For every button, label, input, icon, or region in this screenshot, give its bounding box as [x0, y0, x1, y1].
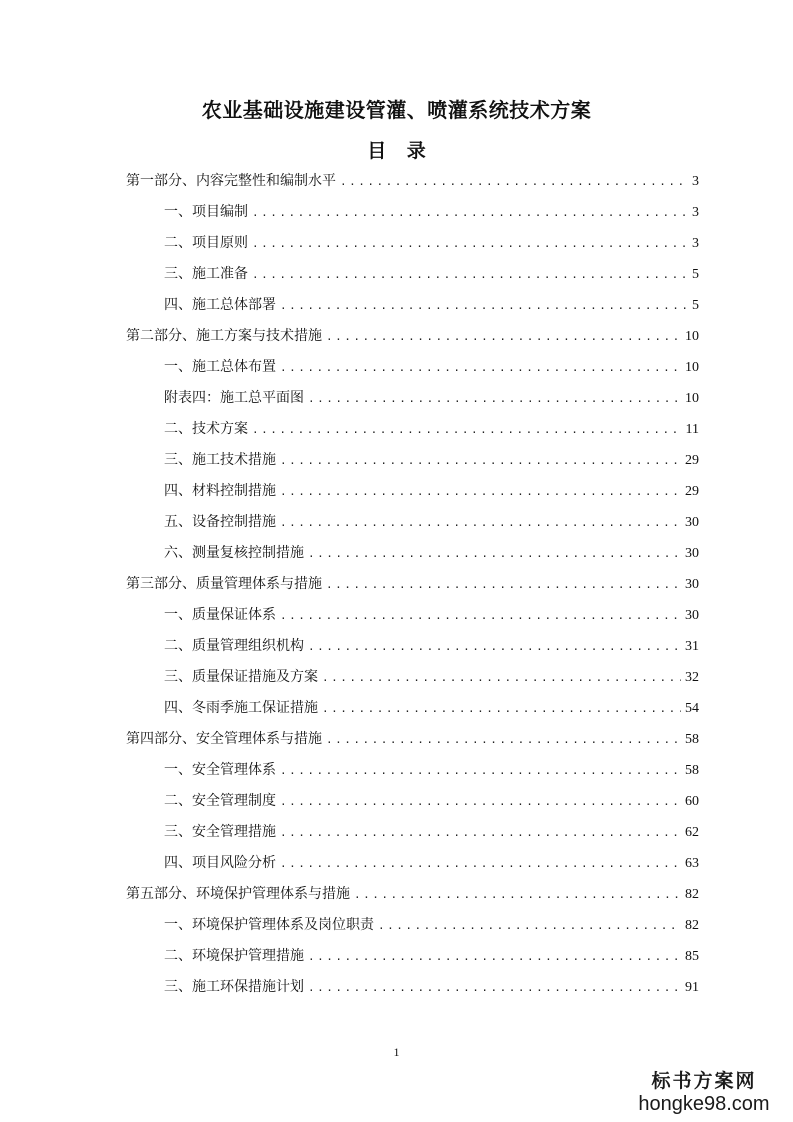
toc-dot-leader — [252, 197, 688, 228]
toc-section-entry[interactable] — [126, 507, 699, 538]
toc-entry-label: 二、技术方案 — [164, 421, 248, 437]
toc-dot-leader — [308, 538, 681, 569]
page-number: 1 — [393, 1045, 400, 1059]
toc-section-entry[interactable] — [126, 600, 699, 631]
toc-part-entry[interactable] — [126, 879, 699, 910]
toc-entry-label: 一、项目编制 — [164, 204, 248, 220]
toc-entry-page: 3 — [692, 205, 699, 220]
toc-entry-page: 63 — [685, 856, 699, 871]
toc-dot-leader — [326, 321, 681, 352]
toc-entry-label: 附表四：施工总平面图 — [164, 390, 304, 406]
toc-entry-label: 四、项目风险分析 — [164, 855, 276, 871]
toc-dot-leader — [308, 383, 681, 414]
toc-part-entry[interactable] — [126, 569, 699, 600]
toc-dot-leader — [340, 166, 688, 197]
toc-entry-label: 六、测量复核控制措施 — [164, 545, 304, 561]
toc-entry-page: 54 — [685, 701, 699, 716]
toc-section-entry[interactable] — [126, 848, 699, 879]
toc-dot-leader — [280, 445, 681, 476]
toc-entry-page: 30 — [685, 546, 699, 561]
toc-section-entry[interactable] — [126, 786, 699, 817]
toc-entry-label: 二、质量管理组织机构 — [164, 638, 304, 654]
toc-entry-page: 91 — [685, 980, 699, 995]
toc-entry-label: 一、施工总体布置 — [164, 359, 276, 375]
toc-dot-leader — [280, 786, 681, 817]
toc-entry-label: 第二部分、施工方案与技术措施 — [126, 328, 322, 344]
toc-section-entry[interactable] — [126, 290, 699, 321]
toc-entry-page: 29 — [685, 453, 699, 468]
toc-entry-page: 10 — [685, 360, 699, 375]
toc-entry-page: 32 — [685, 670, 699, 685]
toc-section-entry[interactable] — [126, 476, 699, 507]
toc-dot-leader — [280, 817, 681, 848]
toc-entry-page: 82 — [685, 918, 699, 933]
toc-dot-leader — [252, 414, 682, 445]
toc-dot-leader — [280, 290, 688, 321]
toc-dot-leader — [354, 879, 681, 910]
toc-entry-label: 四、冬雨季施工保证措施 — [164, 700, 318, 716]
toc-heading: 目 录 — [367, 140, 426, 162]
toc-section-entry[interactable] — [126, 910, 699, 941]
toc-entry-label: 第一部分、内容完整性和编制水平 — [126, 173, 336, 189]
toc-part-entry[interactable] — [126, 321, 699, 352]
toc-part-entry[interactable] — [126, 724, 699, 755]
toc-entry-label: 二、项目原则 — [164, 235, 248, 251]
toc-section-entry[interactable] — [126, 259, 699, 290]
watermark-cn: 标书方案网 — [651, 1070, 757, 1092]
toc-section-entry[interactable] — [126, 941, 699, 972]
toc-section-entry[interactable] — [126, 445, 699, 476]
toc-section-entry[interactable] — [126, 972, 699, 1003]
toc-dot-leader — [322, 662, 681, 693]
toc-entry-page: 58 — [685, 763, 699, 778]
toc-section-entry[interactable] — [126, 352, 699, 383]
toc-dot-leader — [322, 693, 681, 724]
toc-dot-leader — [280, 507, 681, 538]
toc-entry-label: 一、质量保证体系 — [164, 607, 276, 623]
table-of-contents — [126, 166, 699, 1003]
toc-section-entry[interactable] — [126, 538, 699, 569]
toc-entry-page: 11 — [685, 422, 699, 437]
toc-entry-label: 第三部分、质量管理体系与措施 — [126, 576, 322, 592]
toc-entry-label: 四、材料控制措施 — [164, 483, 276, 499]
toc-entry-page: 5 — [692, 298, 699, 313]
toc-entry-label: 三、质量保证措施及方案 — [164, 669, 318, 685]
toc-entry-label: 三、施工技术措施 — [164, 452, 276, 468]
toc-section-entry[interactable] — [126, 228, 699, 259]
toc-section-entry[interactable] — [126, 383, 699, 414]
toc-dot-leader — [280, 848, 681, 879]
toc-entry-label: 三、施工环保措施计划 — [164, 979, 304, 995]
toc-entry-page: 5 — [692, 267, 699, 282]
toc-dot-leader — [308, 941, 681, 972]
toc-section-entry[interactable] — [126, 693, 699, 724]
toc-section-entry[interactable] — [126, 197, 699, 228]
watermark-url: hongke98.com — [638, 1093, 770, 1115]
toc-entry-label: 三、施工准备 — [164, 266, 248, 282]
toc-entry-page: 58 — [685, 732, 699, 747]
toc-entry-page: 10 — [685, 329, 699, 344]
toc-entry-page: 62 — [685, 825, 699, 840]
document-title: 农业基础设施建设管灌、喷灌系统技术方案 — [201, 98, 592, 122]
toc-section-entry[interactable] — [126, 755, 699, 786]
toc-entry-page: 85 — [685, 949, 699, 964]
toc-section-entry[interactable] — [126, 817, 699, 848]
toc-entry-page: 3 — [692, 174, 699, 189]
toc-entry-page: 30 — [685, 577, 699, 592]
toc-entry-label: 第五部分、环境保护管理体系与措施 — [126, 886, 350, 902]
toc-entry-label: 一、环境保护管理体系及岗位职责 — [164, 917, 374, 933]
toc-dot-leader — [326, 569, 681, 600]
toc-entry-page: 60 — [685, 794, 699, 809]
toc-entry-page: 10 — [685, 391, 699, 406]
toc-entry-label: 第四部分、安全管理体系与措施 — [126, 731, 322, 747]
toc-entry-label: 二、安全管理制度 — [164, 793, 276, 809]
toc-section-entry[interactable] — [126, 414, 699, 445]
watermark-logo — [629, 1070, 779, 1116]
toc-entry-label: 一、安全管理体系 — [164, 762, 276, 778]
toc-dot-leader — [308, 631, 681, 662]
toc-entry-page: 31 — [685, 639, 699, 654]
toc-entry-page: 82 — [685, 887, 699, 902]
toc-entry-page: 3 — [692, 236, 699, 251]
toc-section-entry[interactable] — [126, 631, 699, 662]
toc-entry-page: 29 — [685, 484, 699, 499]
toc-dot-leader — [252, 259, 688, 290]
toc-entry-label: 四、施工总体部署 — [164, 297, 276, 313]
toc-dot-leader — [326, 724, 681, 755]
toc-entry-label: 三、安全管理措施 — [164, 824, 276, 840]
toc-entry-page: 30 — [685, 608, 699, 623]
toc-entry-label: 二、环境保护管理措施 — [164, 948, 304, 964]
toc-dot-leader — [280, 352, 681, 383]
toc-dot-leader — [308, 972, 681, 1003]
toc-dot-leader — [280, 600, 681, 631]
toc-dot-leader — [280, 755, 681, 786]
toc-entry-label: 五、设备控制措施 — [164, 514, 276, 530]
toc-dot-leader — [252, 228, 688, 259]
toc-section-entry[interactable] — [126, 662, 699, 693]
toc-dot-leader — [378, 910, 681, 941]
toc-dot-leader — [280, 476, 681, 507]
toc-entry-page: 30 — [685, 515, 699, 530]
toc-part-entry[interactable] — [126, 166, 699, 197]
